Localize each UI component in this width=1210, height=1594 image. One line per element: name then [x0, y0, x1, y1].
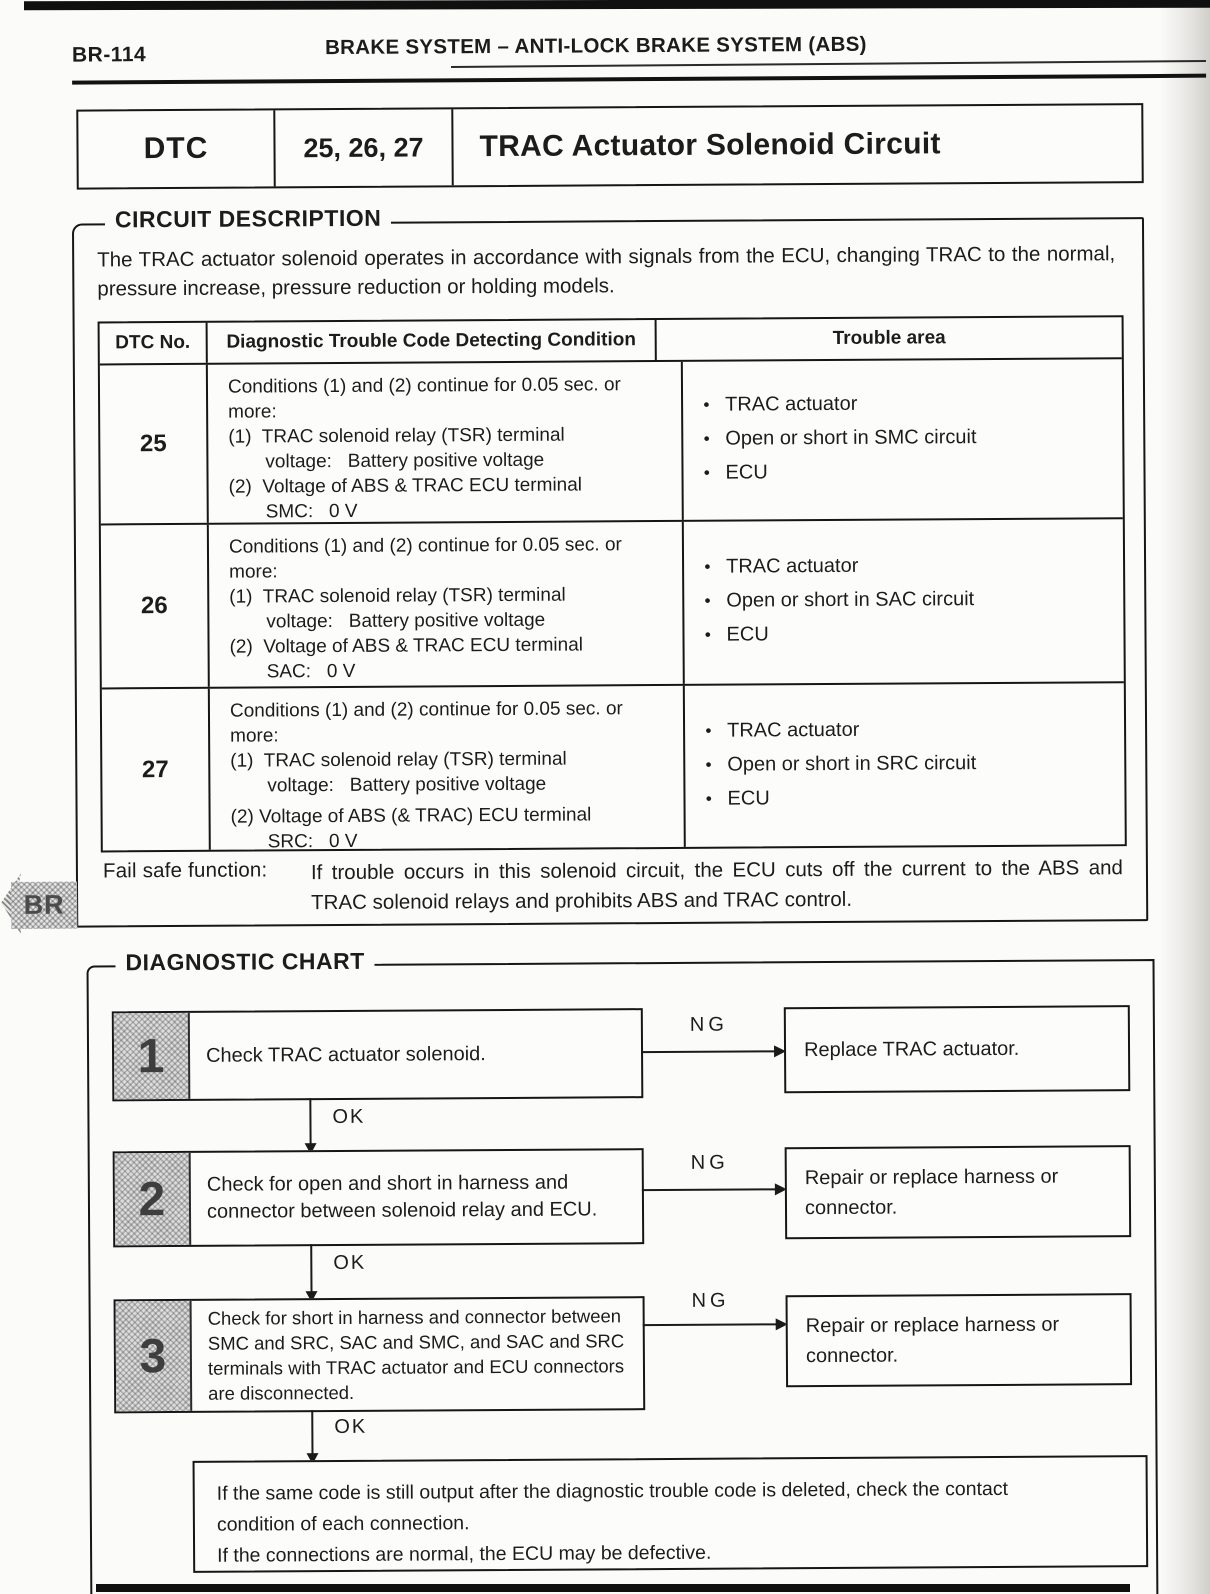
- flow-result-2: Repair or replace harness or connector.: [785, 1145, 1132, 1239]
- conclusion-line: If the connections are normal, the ECU may be defective.: [217, 1541, 712, 1567]
- trouble-area-cell: ● TRAC actuator ● Open or short in SMC circuit ● ECU: [683, 359, 1123, 520]
- diagnostic-chart-title: DIAGNOSTIC CHART: [115, 948, 374, 977]
- flow-step-1: [112, 1008, 644, 1101]
- scan-bottom-bar: [96, 1584, 1130, 1592]
- step-number-badge: 2: [115, 1153, 192, 1245]
- step-number-badge: 3: [116, 1301, 193, 1411]
- step-instruction: Check for open and short in harness and connector between solenoid relay and ECU.: [206, 1171, 598, 1223]
- bullet-icon: [703, 390, 725, 424]
- bullet-icon: [705, 783, 727, 817]
- table-row: [101, 517, 1124, 687]
- flow-step-3: [114, 1296, 646, 1413]
- ok-label: OK: [333, 1251, 367, 1275]
- step-number-badge: 1: [114, 1013, 191, 1099]
- page-header: BRAKE SYSTEM – ANTI-LOCK BRAKE SYSTEM (ABS): [324, 32, 867, 60]
- bullet-icon: [704, 620, 726, 654]
- dtc-label: DTC: [78, 110, 275, 187]
- ok-label: OK: [332, 1105, 366, 1129]
- header-rule-thin: [451, 60, 1206, 68]
- ng-label: NG: [689, 1013, 728, 1036]
- ok-arrow-icon: [311, 1410, 313, 1454]
- ng-label: NG: [690, 1151, 729, 1174]
- dtc-banner: [76, 103, 1143, 190]
- condition-cell: Conditions (1) and (2) continue for 0.05 sec. or more: (1) TRAC solenoid relay (TSR) terminal voltage: Battery positive voltage (2) Voltage of ABS & TRAC ECU terminal SAC: 0 V: [209, 522, 685, 687]
- conclusion-line: condition of each connection.: [216, 1512, 470, 1536]
- dtc-number: 26: [101, 525, 210, 688]
- fail-safe-text: If trouble occurs in this solenoid circuit, the ECU cuts off the current to the ABS and TRAC solenoid relays and prohibits ABS and TRAC control.: [310, 856, 1123, 915]
- ok-arrow-icon: [309, 1098, 311, 1144]
- col-header-trouble-area: Trouble area: [832, 327, 946, 349]
- bullet-icon: [703, 424, 725, 458]
- dtc-number: 27: [102, 689, 211, 851]
- section-tab-br: BR: [11, 882, 77, 929]
- dtc-title: TRAC Actuator Solenoid Circuit: [479, 127, 941, 164]
- trouble-area-cell: ● TRAC actuator ● Open or short in SRC circuit ● ECU: [685, 683, 1125, 847]
- circuit-description-intro: The TRAC actuator solenoid operates in accordance with signals from the ECU, changing TRAC to the normal, pressure increase, pressure reduction or holding models.: [97, 242, 1116, 301]
- ng-label: NG: [691, 1289, 730, 1312]
- dtc-table: [98, 315, 1127, 852]
- fail-safe-label: Fail safe function:: [102, 858, 268, 883]
- step-instruction: Check TRAC actuator solenoid.: [205, 1042, 486, 1067]
- bullet-icon: [704, 586, 726, 620]
- conclusion-box: [193, 1455, 1149, 1573]
- condition-cell: Conditions (1) and (2) continue for 0.05 sec. or more: (1) TRAC solenoid relay (TSR) terminal voltage: Battery positive voltage (2) Voltage of ABS (& TRAC) ECU terminal SRC: 0 V: [210, 686, 686, 850]
- conclusion-line: If the same code is still output after the diagnostic trouble code is deleted, check the contact: [216, 1477, 1009, 1505]
- col-header-dtc-no: DTC No.: [100, 323, 208, 364]
- bullet-icon: [705, 749, 727, 783]
- dtc-number: 25: [100, 365, 209, 524]
- condition-cell: Conditions (1) and (2) continue for 0.05 sec. or more: (1) TRAC solenoid relay (TSR) terminal voltage: Battery positive voltage (2) Voltage of ABS & TRAC ECU terminal SMC: 0 V: [208, 362, 684, 523]
- step-instruction: Check for short in harness and connector between SMC and SRC, SAC and SMC, and SAC and SRC terminals with TRAC actuator and ECU connectors are disconnected.: [207, 1305, 625, 1404]
- bullet-icon: [704, 552, 726, 586]
- flow-step-2: [113, 1148, 645, 1247]
- bullet-icon: [703, 458, 725, 492]
- header-rule-thick: [72, 74, 1206, 85]
- flow-result-3: Repair or replace harness or connector.: [786, 1293, 1133, 1387]
- page-code: BR-114: [71, 43, 147, 67]
- table-row: [102, 681, 1125, 853]
- circuit-description-title: CIRCUIT DESCRIPTION: [105, 205, 392, 234]
- trouble-area-cell: ● TRAC actuator ● Open or short in SAC circuit ● ECU: [684, 519, 1124, 684]
- table-header-row: [100, 317, 1122, 363]
- fail-safe-note: [103, 853, 1123, 919]
- flow-result-1: Replace TRAC actuator.: [784, 1005, 1131, 1093]
- dtc-codes: 25, 26, 27: [275, 109, 453, 186]
- col-header-condition: Diagnostic Trouble Code Detecting Condition: [208, 320, 657, 363]
- ok-label: OK: [334, 1415, 368, 1439]
- ok-arrow-icon: [310, 1244, 312, 1292]
- bullet-icon: [705, 715, 727, 749]
- table-row: [100, 357, 1123, 523]
